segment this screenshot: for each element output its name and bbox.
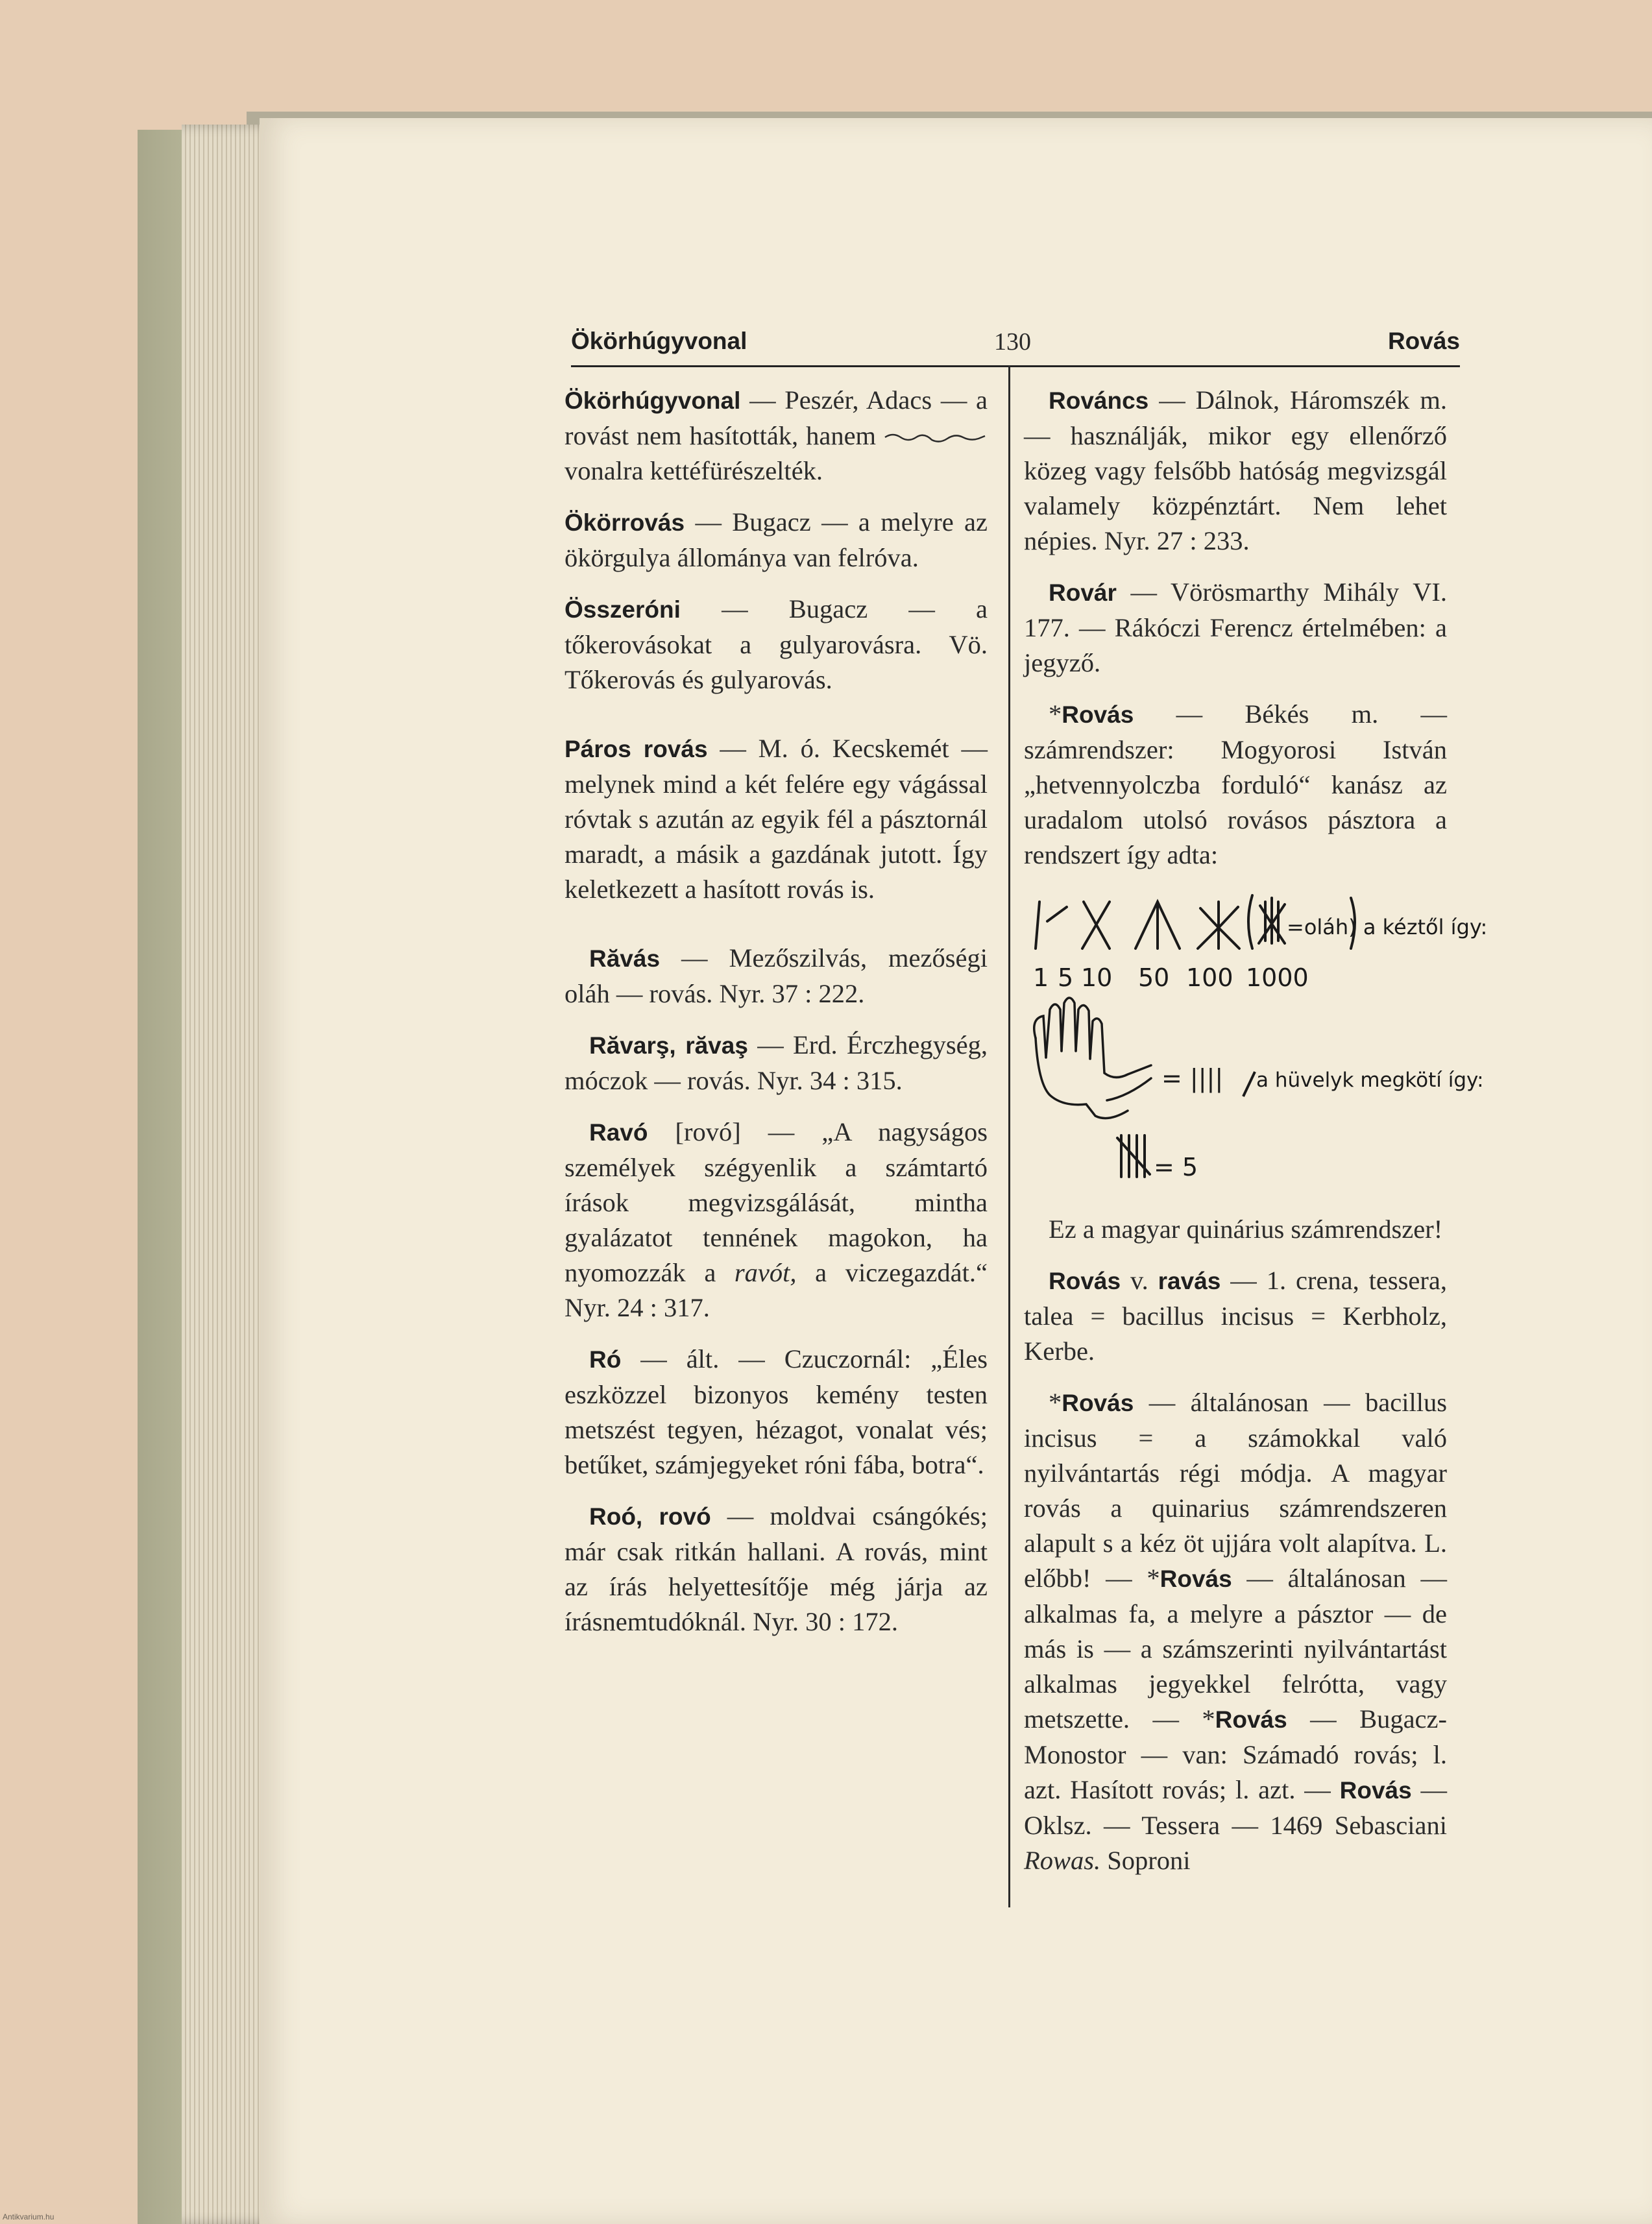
entry-ravas [565,941,988,1011]
entry-rovancs [1024,383,1447,559]
tally-value-5: 5 [1058,963,1074,992]
entry-rovas-bekes [1024,697,1447,873]
entry-text: — Dálnok, Háromszék m. — használják, mikor egy ellenőrző közeg vagy felsőbb hatóság megvizsgál valamely közpénztárt. Nem lehet népies. Nyr. 27 : 233. [1024,385,1447,555]
headword: Ravó [589,1119,648,1146]
headword: Răvás [589,945,661,972]
entry-text: — Vörösmarthy Mihály VI. 177. — Rákóczi Ferencz értelmében: a jegyző. [1024,577,1447,677]
entry-okorhugyvonal [565,383,988,489]
entry-text: [rovó] — „A nagyságos személyek szégyenlik a számtartó írások megvizsgálását, mintha gyalázatot tennének magokon, ha nyomozzák a [565,1117,988,1287]
asterisk: * [1049,699,1062,729]
entry-paros-rovas [565,731,988,907]
entry-text: Ez a magyar quinárius számrendszer! [1049,1215,1443,1244]
tally-value-100: 100 [1186,963,1233,992]
column-divider [1008,365,1010,1907]
entry-ro [565,1342,988,1482]
entry-text: — M. ó. Kecskemét — melynek mind a két felére egy vágással róvtak s azután az egyik fél a pásztornál maradt, a másik a gazdának jutott. Így keletkezett a hasított rovás is. [565,734,988,904]
entry-text: a viczegazdát.“ Nyr. 24 : 317. [565,1258,988,1322]
entry-rovas-ravas [1024,1263,1447,1369]
tally-value-10: 10 [1081,963,1113,992]
note-count: = |||| [1161,1064,1224,1093]
headword: Ökörrovás [565,509,685,536]
headword: Páros rovás [565,736,708,762]
entry-osszeroni [565,592,988,697]
entry-roo-rovo [565,1499,988,1639]
entry-text: — általánosan — bacillus incisus = a számokkal való nyilvántartás régi módja. A magyar rovás a quinarius számrendszeren alapult s a kéz öt ujjára volt alapítva. L. előbb! — [1024,1388,1447,1593]
headword: Rováncs [1049,387,1149,414]
headword: Rovár [1049,579,1117,606]
hand-icon [1034,998,1151,1118]
entry-text: Soproni [1100,1846,1191,1875]
entry-text: — Bugacz-Monostor — van: Számadó rovás; l. azt. Hasított rovás; l. azt. — [1024,1704,1447,1804]
italic-word: Rowas. [1024,1846,1101,1875]
tally-illustration [1024,889,1488,1200]
running-header [571,328,1460,367]
right-column [1024,383,1488,1894]
entry-text: — általánosan — alkalmas fa, a melyre a pásztor — de más is — a számszerinti nyilvántartást alkalmas jegyekkel felrótta, vagy metszette. — [1024,1564,1448,1734]
header-left-word: Ökörhúgyvonal [571,328,747,354]
watermark: Antikvarium.hu [3,2212,55,2221]
asterisk: * [1147,1564,1160,1593]
entry-quinarius [1024,1212,1447,1247]
note-olah: =oláh) a kéztől így: [1287,915,1488,939]
entry-ravars [565,1028,988,1098]
headword: Răvarş, răvaş [589,1032,748,1059]
headword: Rovás [1049,1268,1121,1294]
headword: ravás [1158,1268,1221,1294]
asterisk: * [1202,1704,1215,1734]
entry-text: — Peszér, Adacs — a rovást nem hasították, hanem [565,385,988,450]
headword: Rovás [1062,701,1134,728]
headword: Ökörhúgyvonal [565,387,741,414]
tally-value-1000: 1000 [1246,963,1309,992]
five-tally-icon [1117,1135,1150,1177]
entry-ravo [565,1115,988,1325]
entry-text: — 1. crena, tessera, talea = bacillus incisus = Kerbholz, Kerbe. [1024,1266,1447,1366]
tally-value-50: 50 [1138,963,1170,992]
entry-text: — Mezőszilvás, mezőségi oláh — rovás. Nyr. 37 : 222. [565,943,988,1008]
entry-text: — Oklsz. — Tessera — 1469 Sebasciani [1024,1775,1447,1840]
left-column [565,383,988,1656]
tally-numeral-figure [1024,889,1488,1200]
entry-text: v. [1121,1266,1158,1295]
note-five: = 5 [1154,1153,1198,1181]
entry-rovas-altalanosan [1024,1385,1447,1878]
asterisk: * [1049,1388,1062,1417]
headword: Roó, rovó [589,1503,711,1530]
entry-rovar [1024,575,1447,681]
headword: Rovás [1339,1777,1412,1804]
headword: Rovás [1062,1390,1134,1416]
headword: Rovás [1160,1565,1232,1592]
headword: Rovás [1215,1706,1287,1733]
headword: Ró [589,1346,622,1373]
entry-text: — Békés m. — számrendszer: Mogyorosi István „hetvennyolczba forduló“ kanász az uradalom utolsó rovásos pásztora a rendszert így adta: [1024,699,1447,869]
entry-text: — Erd. Érczhegység, móczok — rovás. Nyr. 34 : 315. [565,1030,988,1095]
wavy-line-icon [884,431,988,446]
italic-word: ravót, [734,1258,797,1287]
tally-value-1: 1 [1033,963,1049,992]
note-thumb: a hüvelyk megkötí így: [1256,1069,1484,1092]
entry-text: — Bugacz — a tőkerovásokat a gulyarovásra. Vö. Tőkerovás és gulyarovás. [565,594,988,694]
entry-text: — moldvai csángókés; már csak ritkán hallani. A rovás, mint az írás helyettesítője még járja az írásnemtudóknál. Nyr. 30 : 172. [565,1501,988,1636]
header-right-word: Rovás [1387,328,1460,354]
tally-values [1033,963,1309,992]
page-number: 130 [994,328,1031,356]
headword: Összeróni [565,596,681,623]
tally-slash-icon [1243,1072,1255,1096]
entry-text: — ált. — Czuczornál: „Éles eszközzel bizonyos kemény testen metszést tegyen, hézagot, vonalat vés; betűket, számjegyeket róni fába, botra“. [565,1344,988,1479]
entry-text: vonalra kettéfürészelték. [565,456,823,485]
entry-okorrovas [565,505,988,575]
entry-text: — Bugacz — a melyre az ökörgulya állománya van felróva. [565,507,988,572]
